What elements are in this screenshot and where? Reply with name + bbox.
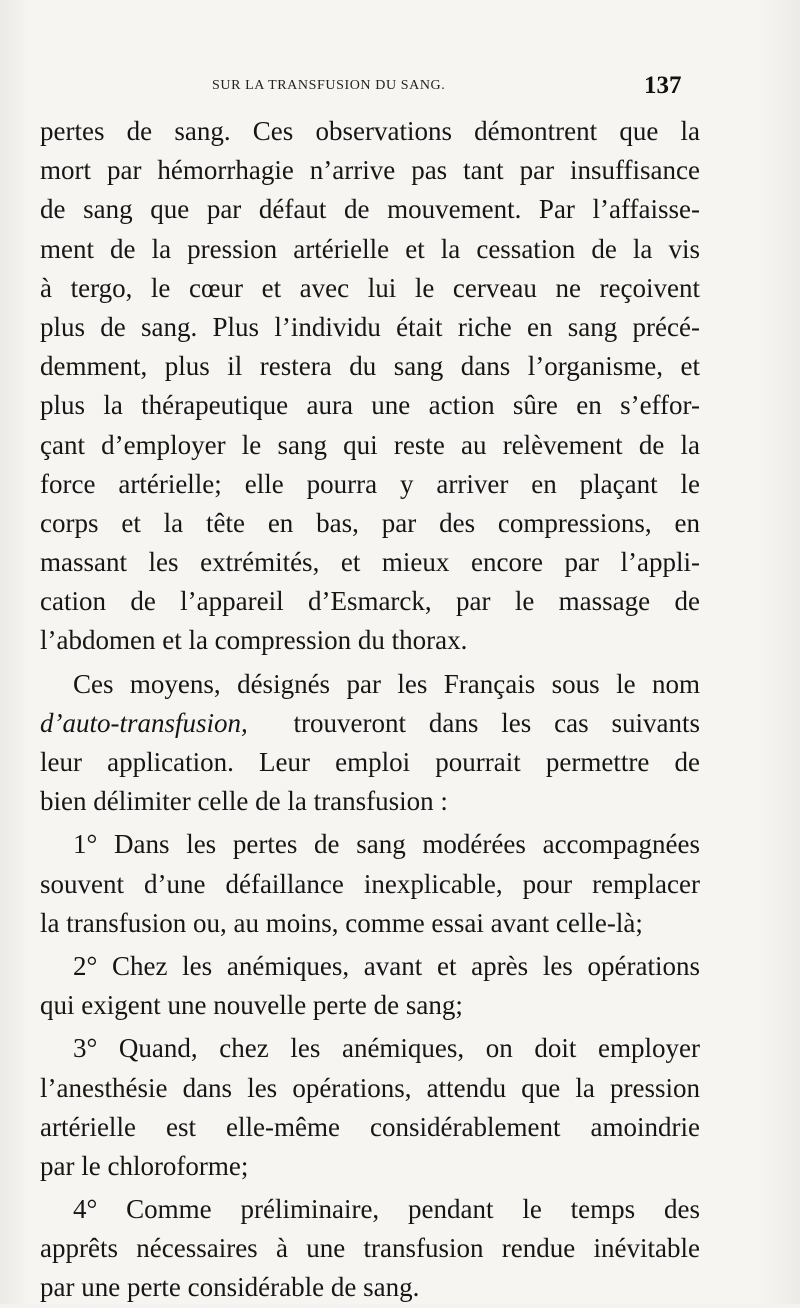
running-head xyxy=(0,74,800,104)
paragraph-1 xyxy=(40,112,700,661)
text-fragment: trouveront dans les cas suivants xyxy=(293,707,700,738)
text-line: plus la thérapeutique aura une action sûre en s’effor- xyxy=(40,390,700,421)
text-line: 3° Quand, chez les anémiques, on doit employer xyxy=(73,1033,700,1064)
list-item-4 xyxy=(40,1190,700,1308)
text-line: artérielle est elle-même considérablement amoindrie xyxy=(40,1111,700,1142)
italic-term: d’auto-transfusion, xyxy=(40,707,248,738)
text-line: l’abdomen et la compression du thorax. xyxy=(40,625,468,656)
text-line: pertes de sang. Ces observations démontrent que la xyxy=(40,116,700,146)
text-line: cation de l’appareil d’Esmarck, par le massage de xyxy=(40,586,700,617)
text-line: ment de la pression artérielle et la cessation de la vis xyxy=(40,233,700,264)
text-line: 1° Dans les pertes de sang modérées accompagnées xyxy=(73,829,700,860)
page-number: 137 xyxy=(644,72,682,99)
text-line: à tergo, le cœur et avec lui le cerveau ne reçoivent xyxy=(40,272,700,303)
body-text xyxy=(40,112,700,1308)
text-line: par une perte considérable de sang. xyxy=(40,1272,420,1303)
list-item-1 xyxy=(40,825,700,943)
text-line: force artérielle; elle pourra y arriver en plaçant le xyxy=(40,468,700,499)
text-line: 2° Chez les anémiques, avant et après les opérations xyxy=(73,950,700,981)
text-line: mort par hémorrhagie n’arrive pas tant par insuffisance xyxy=(40,155,700,186)
text-line: bien délimiter celle de la transfusion : xyxy=(40,786,448,817)
text-line: çant d’employer le sang qui reste au relèvement de la xyxy=(40,429,700,460)
text-line: leur application. Leur emploi pourrait permettre de xyxy=(40,747,700,777)
text-line: souvent d’une défaillance inexplicable, pour remplacer xyxy=(40,868,700,899)
paragraph-2 xyxy=(40,665,700,822)
text-line: la transfusion ou, au moins, comme essai avant celle-là; xyxy=(40,907,643,938)
text-line: plus de sang. Plus l’individu était riche en sang précé- xyxy=(40,311,700,342)
text-line: par le chloroforme; xyxy=(40,1150,249,1181)
list-item-2 xyxy=(40,947,700,1025)
text-line: l’anesthésie dans les opérations, attendu que la pression xyxy=(40,1072,700,1103)
list-item-3 xyxy=(40,1029,700,1186)
text-line: massant les extrémités, et mieux encore par l’appli- xyxy=(40,547,700,578)
running-title: SUR LA TRANSFUSION DU SANG. xyxy=(212,78,446,93)
text-line: qui exigent une nouvelle perte de sang; xyxy=(40,990,463,1021)
text-line-with-italic xyxy=(40,704,700,743)
text-line: demment, plus il restera du sang dans l’organisme, et xyxy=(40,351,700,382)
text-line: Ces moyens, désignés par les Français sous le nom xyxy=(73,668,700,699)
text-line: de sang que par défaut de mouvement. Par l’affaisse- xyxy=(40,194,700,225)
text-line: corps et la tête en bas, par des compressions, en xyxy=(40,507,700,538)
text-line: 4° Comme préliminaire, pendant le temps des xyxy=(73,1194,700,1225)
text-line: apprêts nécessaires à une transfusion rendue inévitable xyxy=(40,1233,700,1264)
